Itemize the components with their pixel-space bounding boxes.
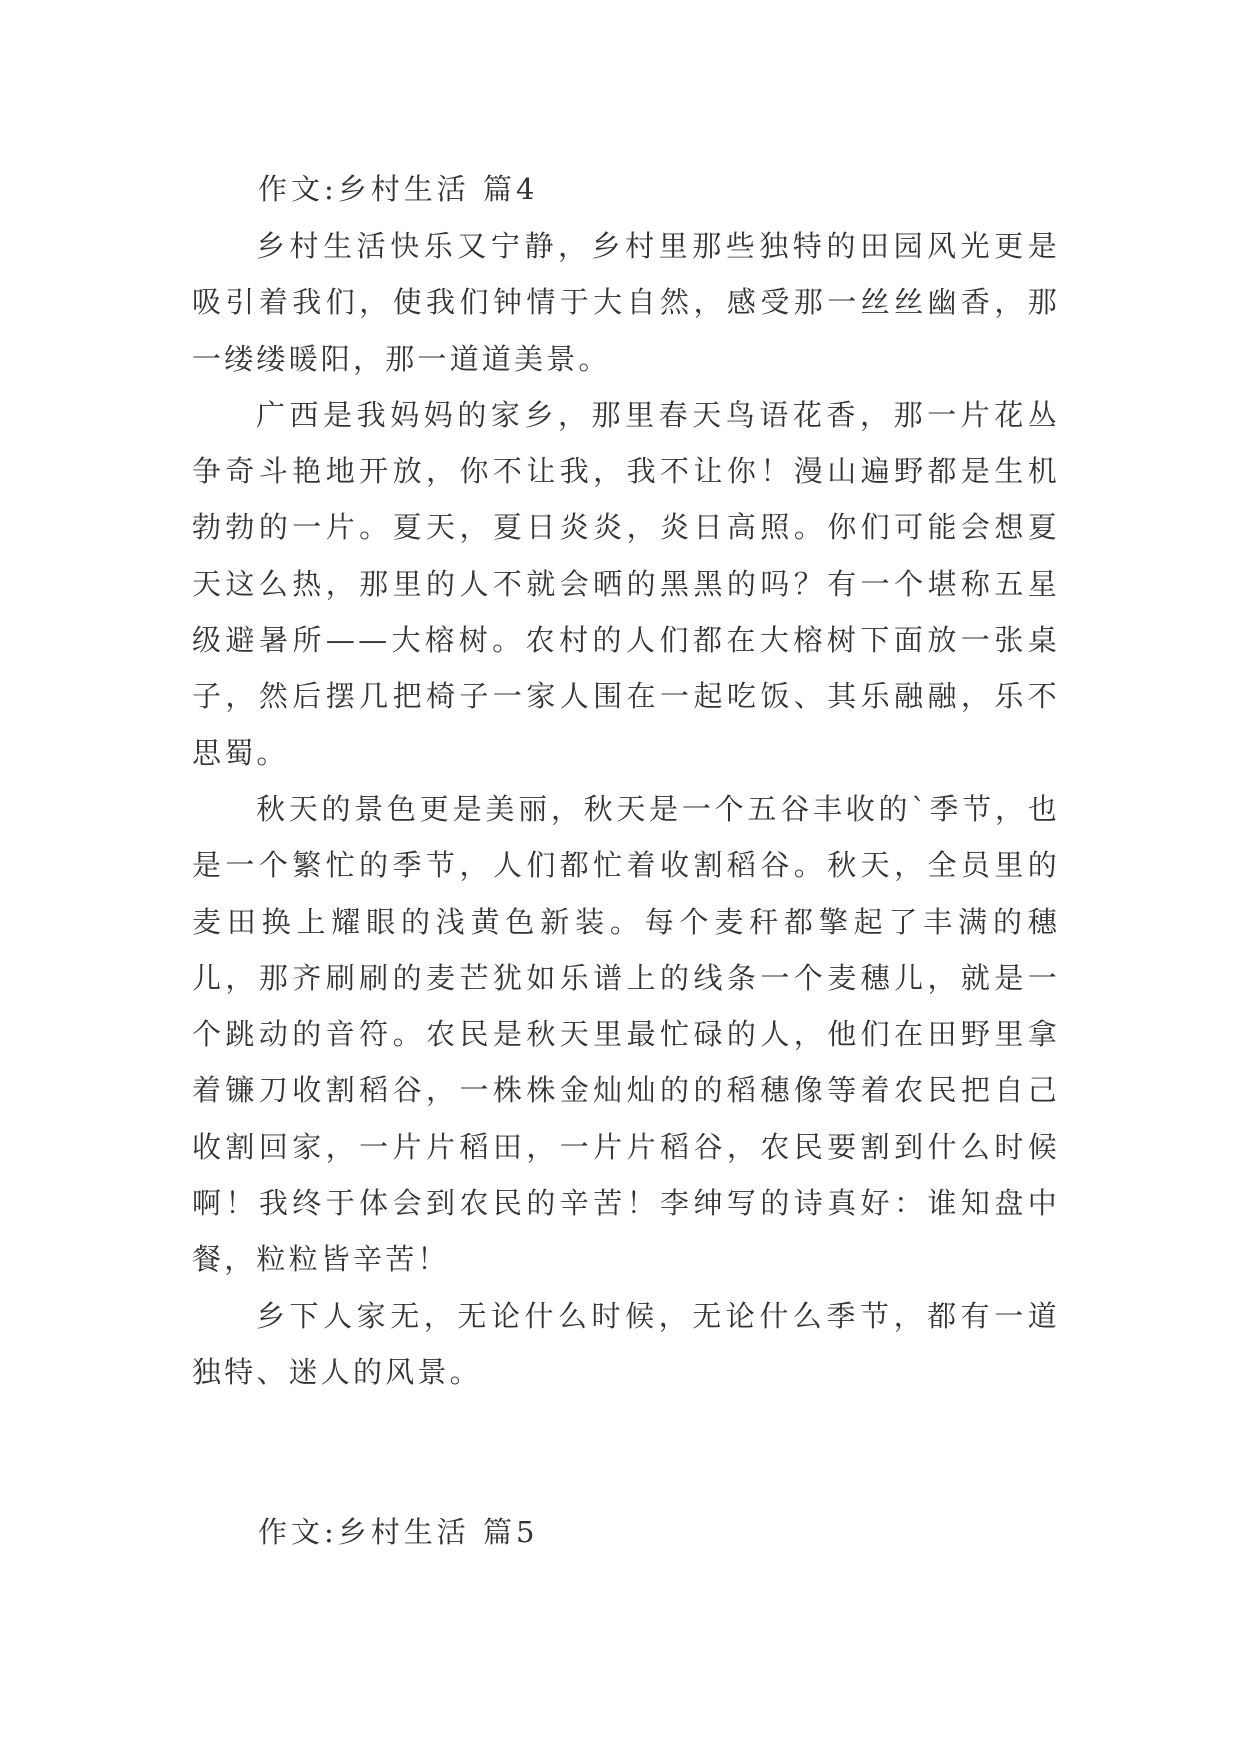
section-heading-4: 作文:乡村生活 篇4: [258, 172, 539, 206]
paragraph-conclusion: 乡下人家无，无论什么时候，无论什么季节，都有一道独特、迷人的风景。: [192, 1298, 1060, 1389]
paragraph-intro: 乡村生活快乐又宁静，乡村里那些独特的田园风光更是吸引着我们，使我们钟情于大自然，感受那一丝丝幽香，那一缕缕暖阳，那一道道美景。: [192, 229, 1060, 376]
paragraph-spring-summer: 广西是我妈妈的家乡，那里春天鸟语花香，那一片花丛争奇斗艳地开放，你不让我，我不让你！漫山遍野都是生机勃勃的一片。夏天，夏日炎炎，炎日高照。你们可能会想夏天这么热，那里的人不就会晒的黑黑的吗？有一个堪称五星级避暑所——大榕树。农村的人们都在大榕树下面放一张桌子，然后摆几把椅子一家人围在一起吃饭、其乐融融，乐不思蜀。: [192, 397, 1060, 770]
section-heading-5: 作文:乡村生活 篇5: [258, 1515, 539, 1549]
essay-body: [192, 218, 1060, 1400]
paragraph-autumn: 秋天的景色更是美丽，秋天是一个五谷丰收的`季节，也是一个繁忙的季节，人们都忙着收割稻谷。秋天，全员里的麦田换上耀眼的浅黄色新装。每个麦秆都擎起了丰满的穗儿，那齐刷刷的麦芒犹如乐谱上的线条一个麦穗儿，就是一个跳动的音符。农民是秋天里最忙碌的人，他们在田野里拿着镰刀收割稻谷，一株株金灿灿的的稻穗像等着农民把自己收割回家，一片片稻田，一片片稻谷，农民要割到什么时候啊！我终于体会到农民的辛苦！李绅写的诗真好：谁知盘中餐，粒粒皆辛苦！: [192, 791, 1060, 1277]
